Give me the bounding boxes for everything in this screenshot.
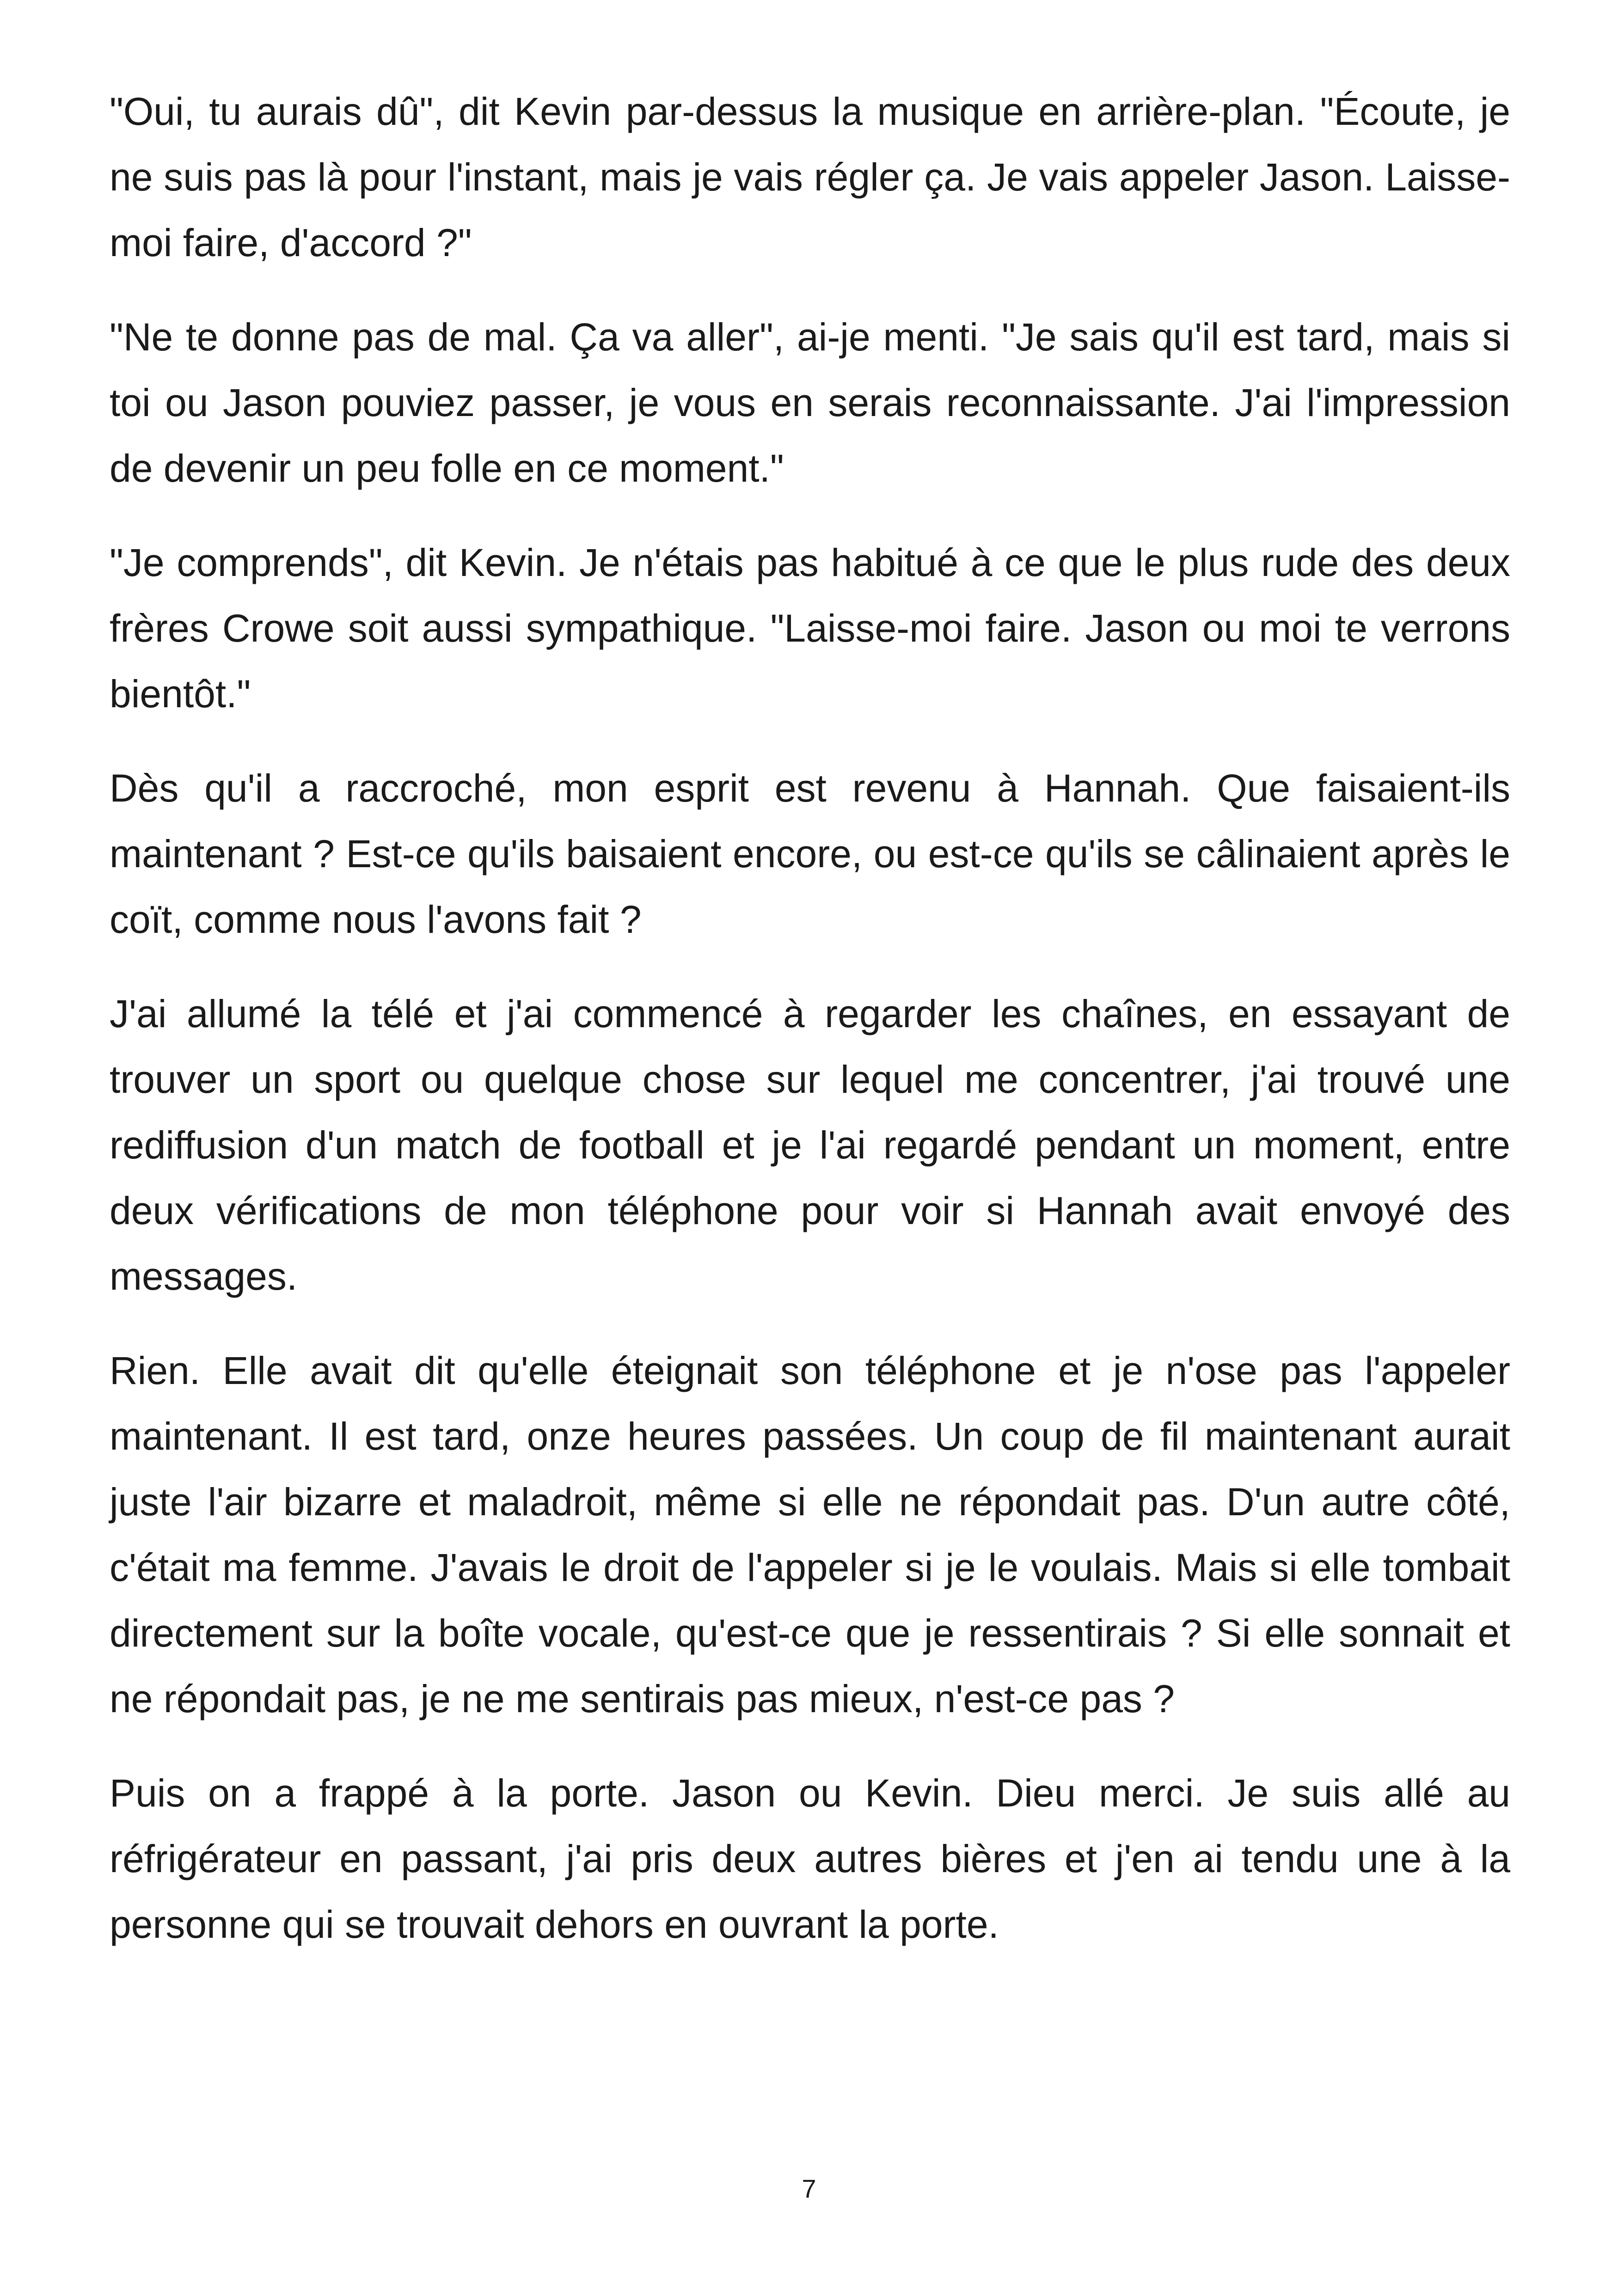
paragraph-6: Rien. Elle avait dit qu'elle éteignait son téléphone et je n'ose pas l'appeler maintenant. Il est tard, onze heures passées. Un coup de fil maintenant aurait juste l'air bizarre et maladroit, même si elle ne répondait pas. D'un autre côté, c'était ma femme. J'avais le droit de l'appeler si je le voulais. Mais si elle tombait directement sur la boîte vocale, qu'est-ce que je ressentirais ? Si elle sonnait et ne répondait pas, je ne me sentirais pas mieux, n'est-ce pas ? [110, 1349, 1510, 1720]
page-number: 7 [802, 2174, 816, 2203]
body-text [110, 79, 1510, 1986]
paragraph-7: Puis on a frappé à la porte. Jason ou Kevin. Dieu merci. Je suis allé au réfrigérateur en passant, j'ai pris deux autres bières et j'en ai tendu une à la personne qui se trouvait dehors en ouvrant la porte. [110, 1771, 1510, 1946]
paragraph-1: "Oui, tu aurais dû", dit Kevin par-dessus la musique en arrière-plan. "Écoute, je ne suis pas là pour l'instant, mais je vais régler ça. Je vais appeler Jason. Laisse-moi faire, d'accord ?" [110, 90, 1510, 264]
paragraph-3: "Je comprends", dit Kevin. Je n'étais pas habitué à ce que le plus rude des deux frères Crowe soit aussi sympathique. "Laisse-moi faire. Jason ou moi te verrons bientôt." [110, 541, 1510, 716]
paragraph-4: Dès qu'il a raccroché, mon esprit est revenu à Hannah. Que faisaient-ils maintenant ? Est-ce qu'ils baisaient encore, ou est-ce qu'ils se câlinaient après le coït, comme nous l'avons fait ? [110, 766, 1510, 941]
paragraph-5: J'ai allumé la télé et j'ai commencé à regarder les chaînes, en essayant de trouver un sport ou quelque chose sur lequel me concentrer, j'ai trouvé une rediffusion d'un match de football et je l'ai regardé pendant un moment, entre deux vérifications de mon téléphone pour voir si Hannah avait envoyé des messages. [110, 992, 1510, 1298]
paragraph-2: "Ne te donne pas de mal. Ça va aller", ai-je menti. "Je sais qu'il est tard, mais si toi ou Jason pouviez passer, je vous en serais reconnaissante. J'ai l'impression de devenir un peu folle en ce moment." [110, 315, 1510, 490]
